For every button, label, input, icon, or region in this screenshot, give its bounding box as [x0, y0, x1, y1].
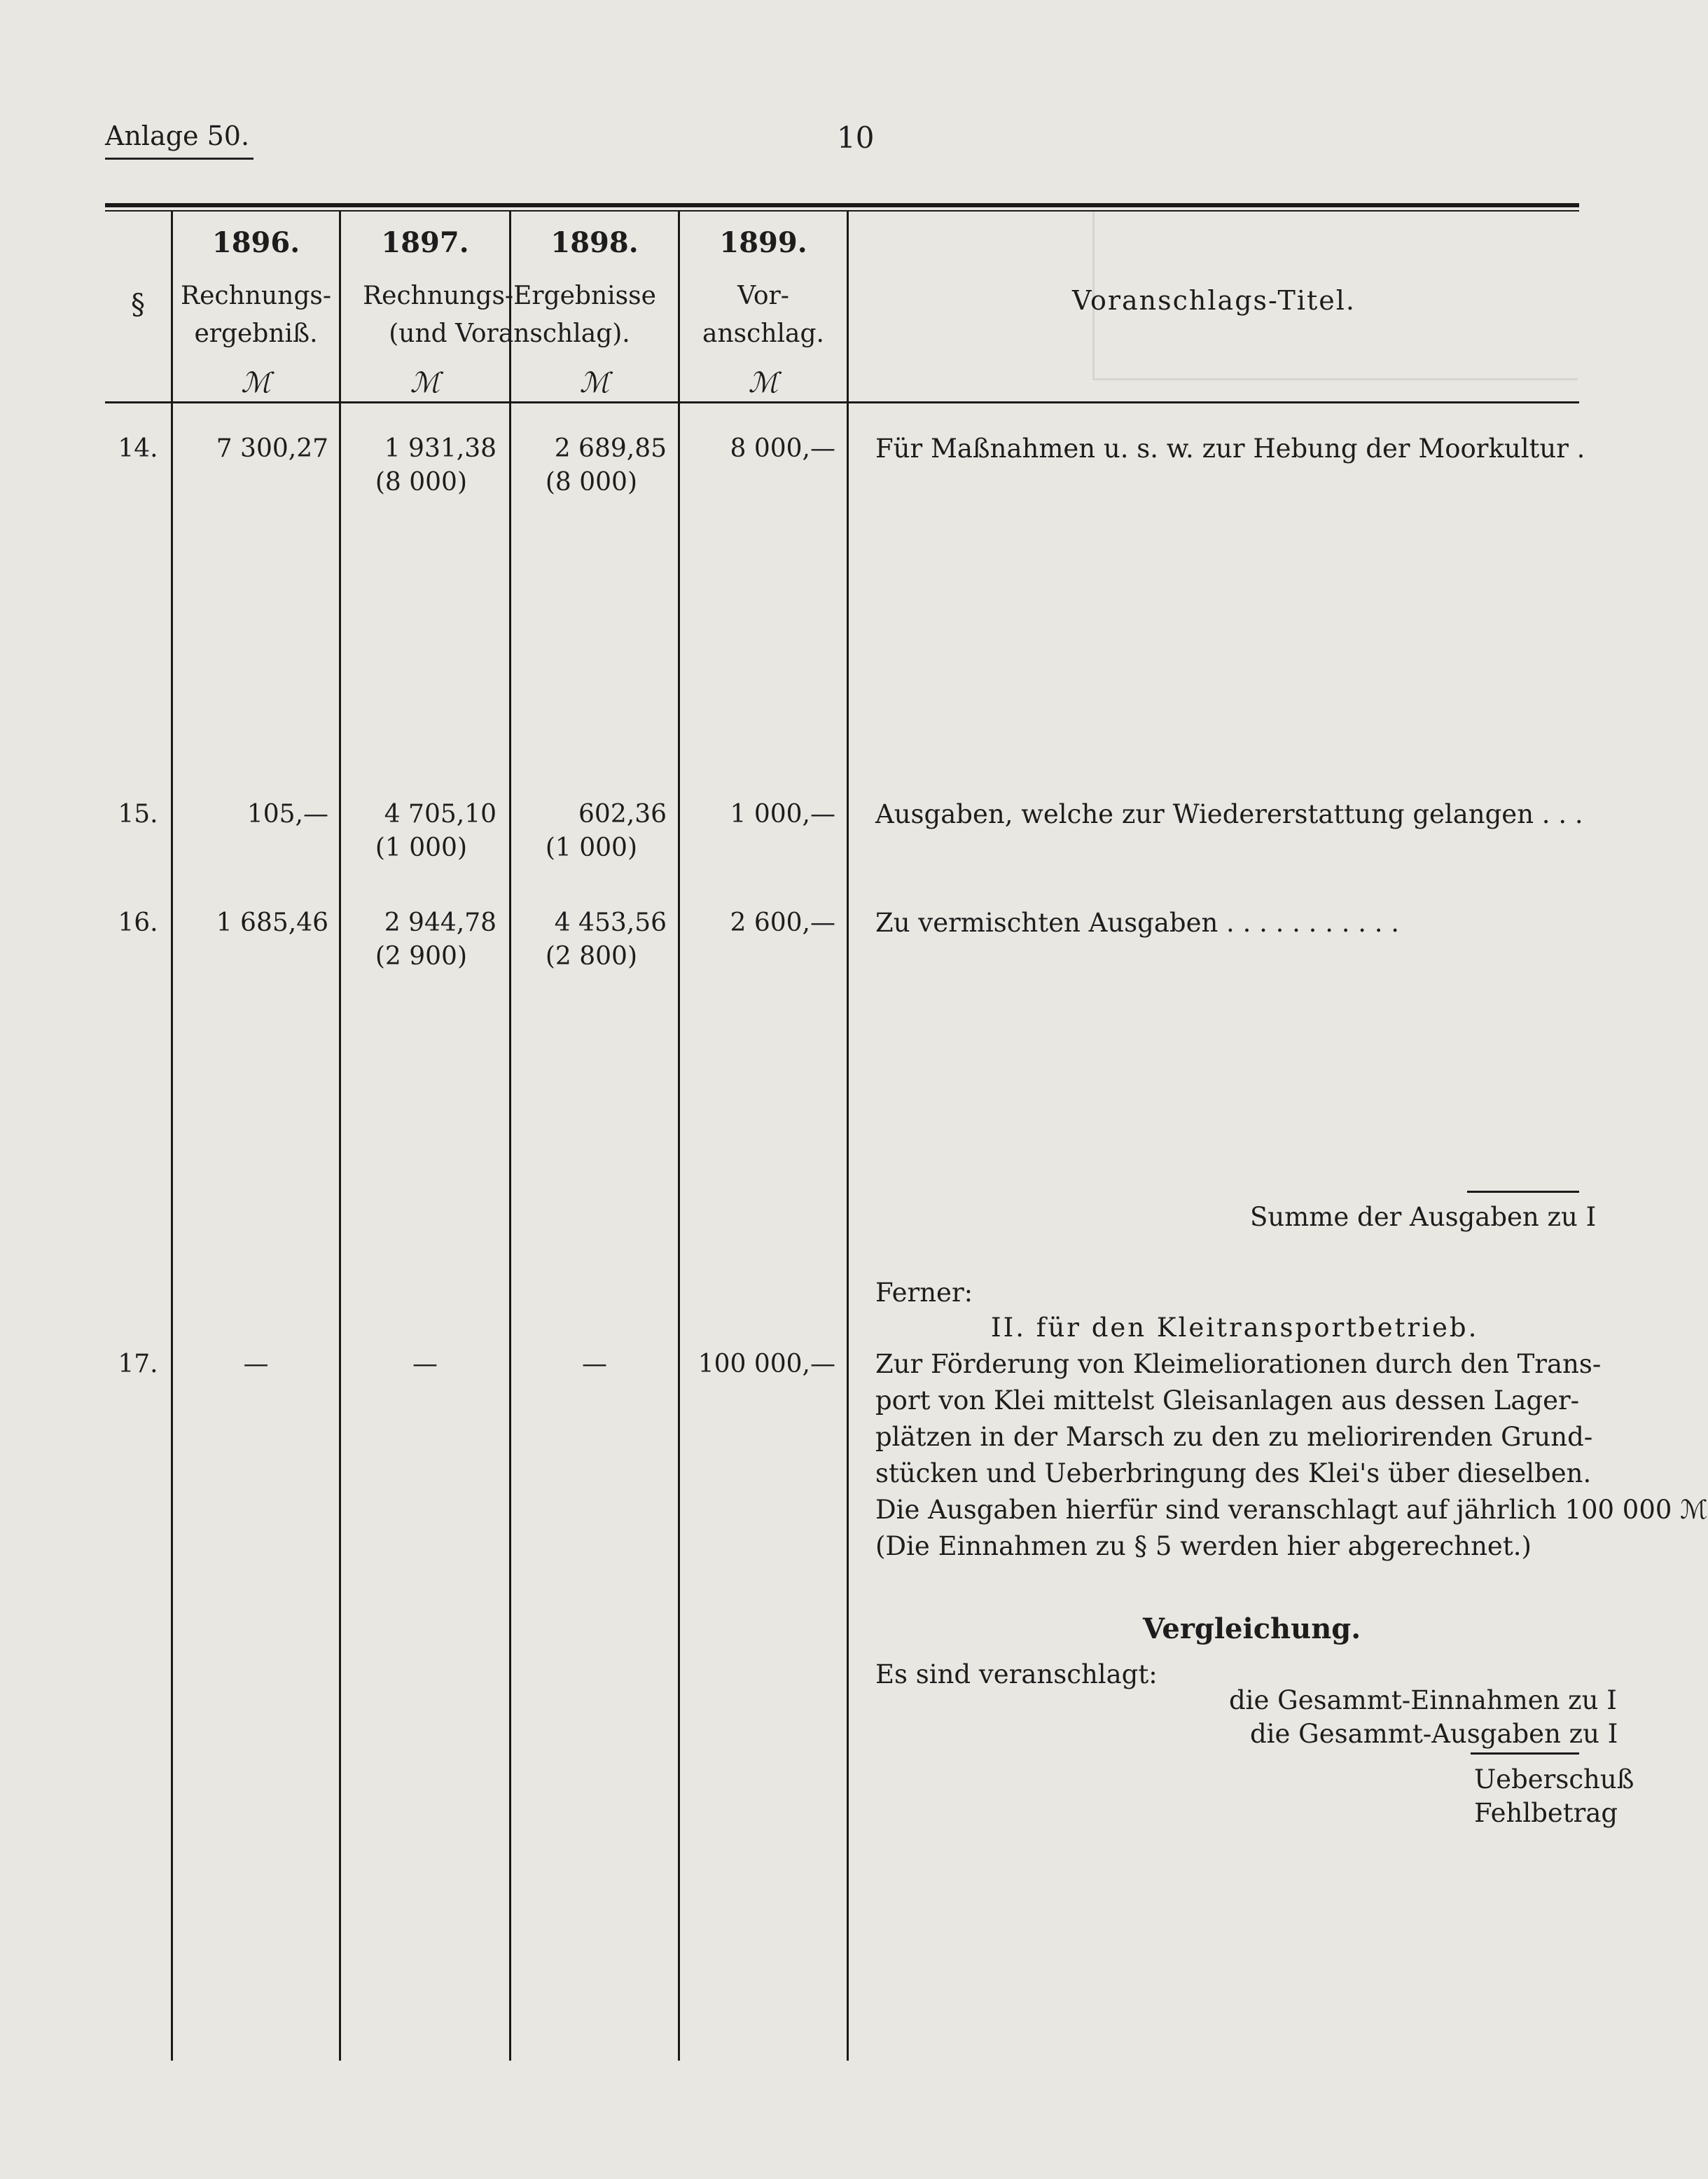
row-budget-1897: (1 000) — [375, 833, 467, 862]
row-budget-1898: (8 000) — [545, 468, 637, 497]
row-title-line: stücken und Ueberbringung des Klei's über dieselben. — [875, 1458, 1592, 1488]
row-budget-1898: (1 000) — [545, 833, 637, 862]
row-title-line: Die Ausgaben hierfür sind veranschlagt auf jährlich 100 000 ℳ — [875, 1495, 1708, 1525]
column-divider — [847, 212, 849, 2061]
header-unit-divider — [509, 364, 511, 399]
header-1897-unit: ℳ — [410, 367, 440, 399]
comparison-intro: Es sind veranschlagt: — [875, 1659, 1158, 1689]
row-value-1897: 1 931,38 — [384, 434, 497, 463]
row-title-line: port von Klei mittelst Gleisanlagen aus dessen Lager- — [875, 1385, 1580, 1416]
table-header-rule — [105, 401, 1579, 403]
row-title: Zu vermischten Ausgaben . . . . . . . . . . . — [875, 908, 1400, 938]
row-title-line: Zur Förderung von Kleimeliorationen durch den Trans- — [875, 1349, 1602, 1379]
header-1899-unit: ℳ — [748, 367, 779, 399]
row-value-1896: 7 300,27 — [216, 434, 328, 463]
header-1899-label-2: anschlag. — [702, 319, 824, 348]
comparison-deficit: Fehlbetrag — [1474, 1798, 1618, 1828]
row-value-1897: 4 705,10 — [384, 800, 497, 829]
row-value-1899: 100 000,— — [697, 1350, 835, 1378]
row-title-line: (Die Einnahmen zu § 5 werden hier abgerechnet.) — [875, 1531, 1532, 1561]
row-value-1898: — — [582, 1350, 607, 1378]
header-title: Voranschlags-Titel. — [1072, 285, 1356, 316]
row-value-1899: 8 000,— — [730, 434, 835, 463]
header-year-1897: 1897. — [381, 226, 469, 259]
row-title-line: plätzen in der Marsch zu den zu meliorirenden Grund- — [875, 1422, 1593, 1452]
header-1897-1898-label-1: Rechnungs-Ergebnisse — [363, 282, 656, 310]
annex-label: Anlage 50. — [105, 120, 250, 151]
comparison-surplus: Ueberschuß — [1474, 1764, 1634, 1794]
row-value-1899: 2 600,— — [730, 908, 835, 937]
row-section: 15. — [118, 800, 158, 829]
row-value-1896: 1 685,46 — [216, 908, 328, 937]
header-1897-1898-label-2: (und Voranschlag). — [389, 319, 630, 348]
page-number: 10 — [837, 120, 875, 155]
column-divider — [171, 212, 173, 2061]
row-title: Für Maßnahmen u. s. w. zur Hebung der Moorkultur . — [875, 434, 1585, 464]
comparison-expenses: die Gesammt-Ausgaben zu I — [1250, 1719, 1618, 1749]
ferner-label: Ferner: — [875, 1278, 973, 1308]
row-budget-1897: (8 000) — [375, 468, 467, 497]
column-divider — [678, 212, 680, 2061]
row-title: Ausgaben, welche zur Wiedererstattung gelangen . . . — [875, 799, 1583, 829]
row-value-1897: 2 944,78 — [384, 908, 497, 937]
header-section: § — [131, 289, 145, 321]
row-value-1896: — — [243, 1350, 269, 1378]
row-budget-1897: (2 900) — [375, 942, 467, 971]
row-budget-1898: (2 800) — [545, 942, 637, 971]
row-section: 16. — [118, 908, 158, 937]
row-value-1898: 4 453,56 — [554, 908, 667, 937]
header-unit-divider — [678, 364, 680, 399]
header-1899-label-1: Vor- — [737, 282, 789, 310]
row-section: 17. — [118, 1350, 158, 1378]
section-two-heading: II. für den Kleitransportbetrieb. — [991, 1313, 1479, 1343]
header-1896-label-2: ergebniß. — [194, 319, 318, 348]
header-year-1896: 1896. — [211, 226, 300, 259]
sum-label: Summe der Ausgaben zu I — [1250, 1202, 1597, 1232]
header-year-1898: 1898. — [550, 226, 639, 259]
table-top-rule — [105, 203, 1579, 207]
row-value-1896: 105,— — [247, 800, 328, 829]
header-1898-unit: ℳ — [579, 367, 610, 399]
row-section: 14. — [118, 434, 158, 463]
row-value-1899: 1 000,— — [730, 800, 835, 829]
header-year-1899: 1899. — [719, 226, 807, 259]
bleed-through-shadow — [1092, 210, 1578, 380]
sum-rule — [1467, 1191, 1579, 1193]
header-1896-unit: ℳ — [241, 367, 271, 399]
row-value-1898: 602,36 — [578, 800, 667, 829]
comparison-income: die Gesammt-Einnahmen zu I — [1229, 1685, 1617, 1715]
annex-underline — [105, 158, 254, 160]
comparison-heading: Vergleichung. — [1143, 1612, 1361, 1645]
row-value-1898: 2 689,85 — [554, 434, 667, 463]
row-value-1897: — — [412, 1350, 438, 1378]
comparison-rule — [1471, 1752, 1579, 1755]
header-1896-label-1: Rechnungs- — [181, 282, 331, 310]
